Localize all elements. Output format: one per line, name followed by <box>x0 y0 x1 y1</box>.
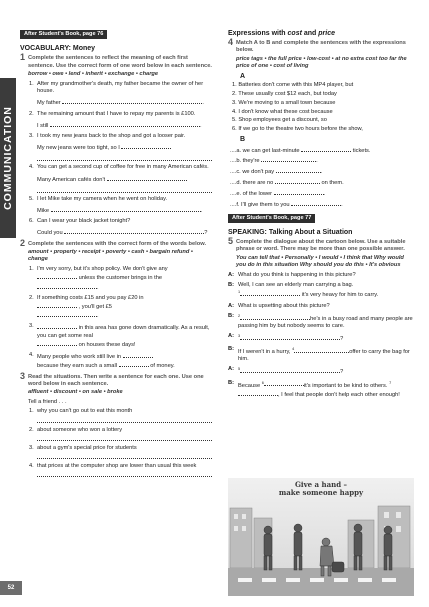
answer-prompt: My father <box>37 100 61 107</box>
list-item <box>28 408 212 415</box>
exercise-3 <box>20 370 212 478</box>
blank[interactable] <box>37 452 212 459</box>
dialogue-text: ? <box>340 335 344 342</box>
exercise-instruction: Complete the sentences to reflect the meaning of each first sentence. Use the correct form of one word below in each sentence. <box>28 55 212 69</box>
item-number: 3. <box>29 133 34 140</box>
item-number: 1. <box>29 408 34 415</box>
item-text: Many people who work still live in <box>37 354 122 361</box>
item-text: because they earn such a small <box>37 363 117 370</box>
item-number: 5. <box>29 195 34 202</box>
vocabulary-heading: VOCABULARY: Money <box>20 45 96 53</box>
item-text: ....b. they're <box>230 158 260 165</box>
word-bank: borrow • owe • lend • inherit • exchange • charge <box>28 70 159 77</box>
list-item[interactable] <box>228 200 414 209</box>
item-number: 1. <box>29 266 34 273</box>
dialogue-text: What do you think is happening in this picture? <box>238 272 356 279</box>
item-text: of money. <box>150 363 175 370</box>
blank[interactable] <box>51 206 201 212</box>
blank[interactable] <box>50 121 200 127</box>
item-text: unless the customer brings in the <box>78 275 163 282</box>
exercise-2 <box>20 237 212 371</box>
exercise-instruction: Complete the sentences with the correct form of the words below. <box>28 240 207 247</box>
item-text: , you'll get £5 <box>78 304 112 311</box>
lead-in: Tell a friend . . . <box>28 399 67 406</box>
list-item: 1. I'm very sorry, but it's shop policy. We don't give any unless the customer brings in the . <box>29 266 168 291</box>
answer-prompt: My new jeans were too tight, so I <box>37 145 120 152</box>
exercise-instruction: Read the situations. Then write a sentence for each one. Use one word below in each sentence. <box>28 373 204 387</box>
item-text: that prices at the computer shop are lower than usual this week <box>37 462 197 469</box>
blank[interactable] <box>37 311 97 317</box>
dialogue-line <box>228 303 414 310</box>
blank[interactable] <box>37 434 212 441</box>
blank[interactable] <box>37 186 212 193</box>
list-item: 2. These usually cost $12 each, but today <box>232 91 337 98</box>
left-column <box>20 30 212 480</box>
item-number: 1. <box>29 81 34 88</box>
blank-number: 3 <box>238 334 241 339</box>
speaker-label: A: <box>228 272 235 279</box>
item-number: 6. <box>29 218 34 225</box>
list-item: 4. I don't know what these cost because <box>232 108 333 115</box>
dialogue-line <box>228 333 414 343</box>
exercise-number: 1 <box>20 52 26 63</box>
item-text: about someone who won a lottery <box>37 426 123 433</box>
list-item <box>28 427 212 434</box>
list-item[interactable] <box>228 146 414 155</box>
item-text: about a gym's special price for students <box>37 444 137 451</box>
blank-number: 4 <box>292 347 295 352</box>
item-text: ....d. there are no <box>230 180 274 186</box>
blank[interactable] <box>64 228 204 234</box>
list-item[interactable] <box>228 167 414 176</box>
list-item: 3. We're moving to a small town because <box>232 99 336 106</box>
item-text: I'm very sorry, but it's shop policy. We don't give any <box>37 266 168 273</box>
dialogue-text: , I feel that people don't help each other enough! <box>278 391 400 398</box>
blank-number: 7 <box>389 380 392 385</box>
dialogue-line <box>228 272 414 279</box>
list-item[interactable] <box>228 189 414 198</box>
item-text: I let Mike take my camera when he went on holiday. <box>37 195 168 202</box>
answer-line[interactable]: My father . <box>37 100 204 107</box>
heading-part: and <box>301 30 319 37</box>
list-item <box>28 218 212 225</box>
list-item <box>28 352 212 370</box>
item-text: why you can't go out to eat this month <box>37 408 133 415</box>
item-text: ....f. I'll give them to you <box>230 201 290 208</box>
dialogue-line <box>228 282 414 299</box>
exercise-number: 4 <box>228 37 234 48</box>
column-a-label: A <box>240 73 246 81</box>
item-text: . <box>341 201 343 208</box>
list-item <box>28 133 212 140</box>
answer-line[interactable] <box>28 175 212 184</box>
dialogue-line <box>228 366 414 376</box>
item-text: . <box>316 158 318 165</box>
answer-line[interactable] <box>28 143 212 152</box>
item-text: ....c. we don't pay <box>230 169 275 176</box>
item-text: in this area has gone down dramatically. As a result, you can get some real <box>37 325 210 339</box>
dialogue-line <box>228 346 414 363</box>
list-item: 5. Shop employees get a discount, so <box>232 117 327 124</box>
item-number: 2. <box>29 426 34 433</box>
dialogue-text: If I weren't in a hurry, <box>238 349 291 355</box>
dialogue-text: What is upsetting about this picture? <box>238 302 330 309</box>
blank[interactable] <box>37 340 77 346</box>
list-item <box>28 111 212 118</box>
dialogue-text: ? <box>340 369 344 376</box>
list-item: 2. If something costs £15 and you pay £20 in , you'll get £5 . <box>29 294 144 320</box>
dialogue-text: he's in a busy road and many people are passing him by but nobody seems to care. <box>238 315 413 329</box>
blank-number: 1 <box>238 290 241 295</box>
exercise-4 <box>228 37 414 70</box>
answer-line[interactable]: Mike . <box>37 208 203 215</box>
blank[interactable] <box>37 273 77 279</box>
street-scene-drawing <box>228 478 414 596</box>
item-number: 4. <box>29 352 34 359</box>
blank[interactable] <box>238 390 278 396</box>
list-item[interactable] <box>228 156 414 165</box>
blank[interactable] <box>240 334 340 340</box>
caption-line: Give a hand – <box>294 480 348 489</box>
answer-line[interactable]: I still . <box>37 122 202 129</box>
blank[interactable] <box>119 361 149 367</box>
section-title: COMMUNICATION <box>2 106 14 210</box>
dialogue-text: it's very heavy for him to carry. <box>301 292 379 299</box>
blank[interactable] <box>37 302 77 308</box>
blank[interactable] <box>240 367 340 373</box>
expressions-heading <box>228 30 414 37</box>
exercise-number: 3 <box>20 370 26 381</box>
blank[interactable] <box>274 189 324 195</box>
exercise-number: 2 <box>20 237 26 248</box>
item-text: on houses these days! <box>78 341 136 348</box>
item-text: I took my new jeans back to the shop and got a looser pair. <box>37 133 186 140</box>
list-item: 6. If we go to the theatre two hours before the show, <box>232 126 363 133</box>
item-text: ....a. we can get last-minute <box>230 147 300 154</box>
right-column <box>228 30 414 402</box>
dialogue-line <box>228 380 414 399</box>
answer-line[interactable]: Could you ? <box>37 230 208 237</box>
word-bank: You can tell that • Personally • I would • I think that Why would you do in this situation Why should you do this • It's obvious <box>236 254 404 268</box>
blank-number: 5 <box>238 367 241 372</box>
word-bank: amount • property • receipt • poverty • cash • bargain refund • change <box>28 248 193 263</box>
answer-prompt: I still <box>37 122 49 129</box>
item-text: If something costs £15 and you pay £20 in <box>37 294 144 301</box>
item-number: 3. <box>29 444 34 451</box>
exercise-1 <box>20 52 212 237</box>
section-side-tab <box>0 78 16 238</box>
item-text: tickets. <box>352 147 371 154</box>
item-text: You can get a second cup of coffee for free in many American cafés. <box>37 164 209 171</box>
item-text: . <box>320 169 323 176</box>
list-item <box>28 445 212 452</box>
blank[interactable] <box>276 167 323 176</box>
heading-part: price <box>318 30 336 37</box>
caption-line: make someone happy <box>278 488 364 497</box>
speaker-label: B: <box>228 282 235 289</box>
column-b-label: B <box>240 136 246 144</box>
exercise-number: 5 <box>228 236 234 247</box>
list-item <box>28 463 212 470</box>
speaker-label: B: <box>228 312 235 319</box>
blank[interactable] <box>261 380 304 386</box>
word-bank: price tags • the full price • low-cost • at no extra cost too far the price of one • cost of living <box>236 55 407 69</box>
speaker-label: A: <box>228 302 235 309</box>
blank[interactable] <box>107 175 187 181</box>
blank[interactable] <box>240 314 310 320</box>
item-text: on them. <box>321 180 344 186</box>
item-number: 2. <box>29 110 34 117</box>
word-bank: affluent • discount • on sale • broke <box>28 388 123 395</box>
student-book-ref: After Student's Book, page 77 <box>228 214 315 223</box>
dialogue-line <box>228 313 414 330</box>
item-text: After my grandmother's death, my father became the owner of her house. <box>37 81 204 95</box>
blank[interactable] <box>123 352 153 358</box>
speaking-heading: SPEAKING: Talking About a Situation <box>228 229 353 236</box>
blank[interactable] <box>37 470 212 477</box>
list-item[interactable] <box>228 178 414 187</box>
speaker-label: A: <box>228 333 235 340</box>
speaker-label: A: <box>228 366 235 373</box>
dialogue-text: Because <box>238 382 261 389</box>
list-item <box>28 81 212 95</box>
item-number: 4. <box>29 462 34 469</box>
answer-prompt: Many American cafés don't <box>37 176 106 183</box>
answer-prompt: Mike <box>37 208 50 215</box>
speaker-label: B: <box>228 379 235 386</box>
list-item <box>28 196 212 203</box>
blank[interactable] <box>240 290 300 296</box>
blank[interactable] <box>37 416 212 423</box>
blank[interactable] <box>301 146 351 152</box>
blank[interactable] <box>62 98 202 104</box>
item-number: 2. <box>29 294 34 301</box>
item-number: 4. <box>29 164 34 171</box>
blank-number: 6 <box>261 380 264 385</box>
blank[interactable] <box>37 323 77 329</box>
dialogue-text: it's important to be kind to others. <box>303 382 388 389</box>
exercise-5 <box>228 236 414 269</box>
speaker-label: B: <box>228 346 235 353</box>
blank[interactable] <box>37 154 212 161</box>
item-text: Can I wear your black jacket tonight? <box>37 218 131 225</box>
blank[interactable] <box>275 178 320 184</box>
item-text: ....e. of the lower <box>230 190 273 197</box>
dialogue-text: Well, I can see an elderly man carrying a bag. <box>238 282 354 289</box>
blank[interactable] <box>37 283 97 289</box>
item-text: The remaining amount that I have to repay my parents is £100. <box>37 110 196 117</box>
cartoon-illustration <box>228 478 414 596</box>
heading-part: cost <box>287 30 302 37</box>
list-item: 1. Batteries don't come with this MP4 player, but <box>232 82 354 89</box>
page-number: 52 <box>0 581 22 595</box>
blank-number: 2 <box>238 313 241 318</box>
blank[interactable] <box>261 156 318 165</box>
answer-prompt: Could you <box>37 230 63 237</box>
heading-part: Expressions with <box>228 30 288 37</box>
blank[interactable] <box>291 200 341 206</box>
dialogue-text: offer to carry the bag for him. <box>238 349 410 363</box>
list-item <box>28 323 212 349</box>
blank[interactable] <box>294 347 349 353</box>
blank[interactable] <box>121 143 171 149</box>
exercise-instruction: Match A to B and complete the sentences with the expressions below. <box>236 40 406 54</box>
item-number: 3. <box>29 323 34 330</box>
list-item <box>28 164 212 171</box>
student-book-ref: After Student's Book, page 76 <box>20 30 107 39</box>
exercise-instruction: Complete the dialogue about the cartoon below. Use a suitable phrase or word. There may be more than one possible answer. <box>236 239 406 253</box>
item-text: . <box>323 190 326 197</box>
